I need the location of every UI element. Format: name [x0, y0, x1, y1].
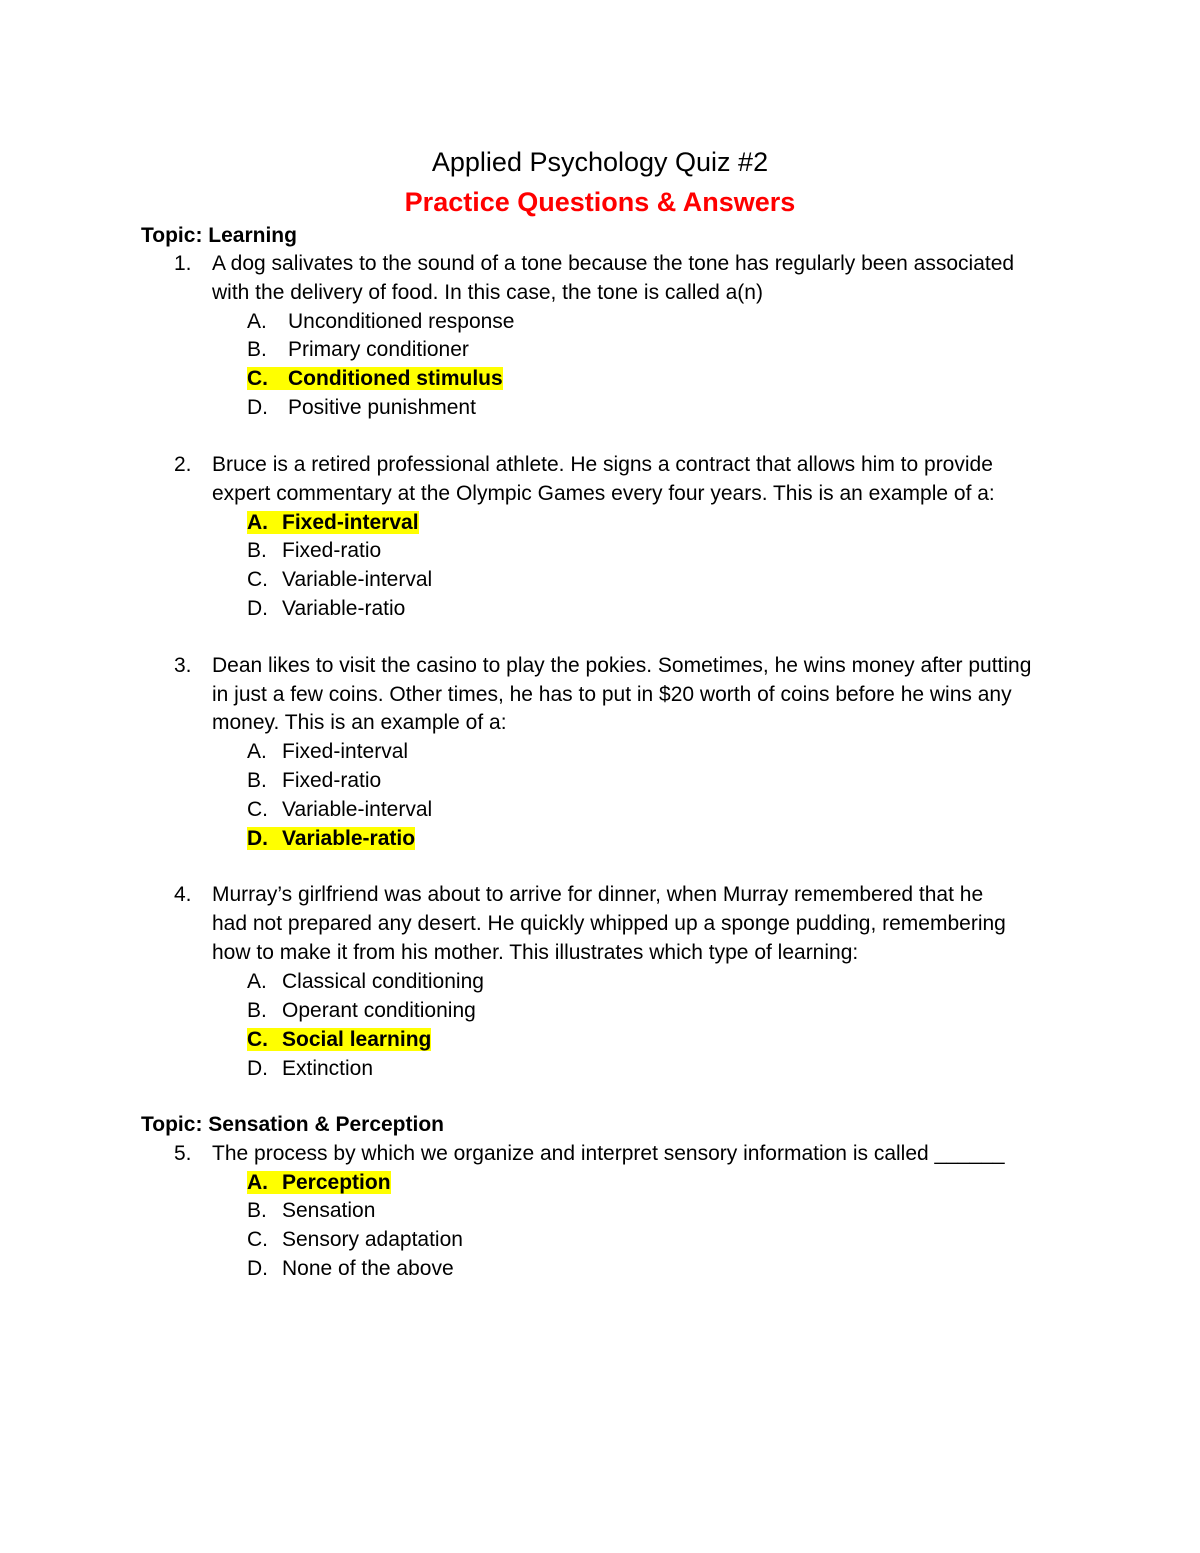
option-text: Conditioned stimulus [288, 367, 503, 390]
question-text: expert commentary at the Olympic Games every four years. This is an example of a: [212, 482, 995, 505]
question-number: 2. [174, 453, 192, 476]
page-subtitle: Practice Questions & Answers [404, 187, 796, 217]
answer-option [247, 967, 484, 996]
answer-highlight [247, 827, 415, 850]
option-letter: B. [247, 769, 267, 792]
answer-option [247, 795, 432, 824]
option-letter: C. [247, 367, 268, 390]
question-number: 1. [174, 252, 192, 275]
answer-option [247, 766, 381, 795]
answer-option [247, 536, 381, 565]
answer-option [247, 737, 408, 766]
option-letter: B. [247, 338, 267, 361]
question-text: money. This is an example of a: [212, 711, 507, 734]
option-letter: C. [247, 1028, 268, 1051]
topic-heading: Topic: Sensation & Perception [141, 1113, 444, 1136]
option-text: Fixed-interval [282, 511, 419, 534]
question-text: Murray’s girlfriend was about to arrive for dinner, when Murray remembered that he [212, 883, 984, 906]
option-text: Fixed-interval [282, 740, 409, 763]
option-letter: D. [247, 1257, 268, 1280]
option-text: Unconditioned response [288, 310, 515, 333]
option-text: Sensation [282, 1199, 376, 1222]
option-text: Variable-ratio [282, 597, 406, 620]
option-text: Perception [282, 1171, 391, 1194]
option-letter: C. [247, 568, 268, 591]
option-letter: A. [247, 310, 267, 333]
question-text: Dean likes to visit the casino to play the pokies. Sometimes, he wins money after putting [212, 654, 1032, 677]
option-text: Positive punishment [288, 396, 476, 419]
answer-highlight [247, 367, 503, 390]
question-text: The process by which we organize and interpret sensory information is called ______ [212, 1142, 1005, 1165]
option-letter: A. [247, 511, 268, 534]
page-title: Applied Psychology Quiz #2 [431, 147, 769, 177]
answer-option [247, 996, 476, 1025]
option-text: Social learning [282, 1028, 432, 1051]
option-text: None of the above [282, 1257, 454, 1280]
question-text: A dog salivates to the sound of a tone because the tone has regularly been associated [212, 252, 1015, 275]
correct-answer-option [247, 1025, 431, 1054]
correct-answer-option [247, 364, 503, 393]
option-letter: B. [247, 539, 267, 562]
correct-answer-option [247, 1168, 391, 1197]
answer-highlight [247, 1028, 431, 1051]
option-letter: A. [247, 1171, 268, 1194]
option-letter: D. [247, 1057, 268, 1080]
answer-option [247, 393, 476, 422]
answer-highlight [247, 511, 419, 534]
option-letter: A. [247, 740, 267, 763]
question-number: 5. [174, 1142, 192, 1165]
option-text: Sensory adaptation [282, 1228, 463, 1251]
question-number: 4. [174, 883, 192, 906]
answer-option [247, 335, 469, 364]
answer-option [247, 307, 515, 336]
answer-option [247, 1196, 375, 1225]
answer-option [247, 1254, 454, 1283]
option-text: Fixed-ratio [282, 769, 382, 792]
topic-heading: Topic: Learning [141, 224, 297, 247]
correct-answer-option [247, 824, 415, 853]
option-text: Fixed-ratio [282, 539, 382, 562]
option-text: Variable-interval [282, 568, 433, 591]
question-text: Bruce is a retired professional athlete. He signs a contract that allows him to provide [212, 453, 993, 476]
answer-option [247, 594, 405, 623]
option-text: Operant conditioning [282, 999, 476, 1022]
question-text: in just a few coins. Other times, he has to put in $20 worth of coins before he wins any [212, 683, 1012, 706]
question-number: 3. [174, 654, 192, 677]
option-letter: C. [247, 1228, 268, 1251]
option-text: Classical conditioning [282, 970, 484, 993]
option-text: Variable-interval [282, 798, 433, 821]
option-letter: B. [247, 999, 267, 1022]
question-text: with the delivery of food. In this case, the tone is called a(n) [212, 281, 763, 304]
option-text: Primary conditioner [288, 338, 469, 361]
option-letter: D. [247, 396, 268, 419]
option-letter: D. [247, 827, 268, 850]
question-text: had not prepared any desert. He quickly whipped up a sponge pudding, remembering [212, 912, 1006, 935]
correct-answer-option [247, 508, 419, 537]
answer-option [247, 1225, 463, 1254]
option-text: Variable-ratio [282, 827, 416, 850]
option-text: Extinction [282, 1057, 374, 1080]
option-letter: B. [247, 1199, 267, 1222]
answer-highlight [247, 1171, 391, 1194]
option-letter: A. [247, 970, 267, 993]
option-letter: C. [247, 798, 268, 821]
answer-option [247, 1054, 373, 1083]
answer-option [247, 565, 432, 594]
question-text: how to make it from his mother. This illustrates which type of learning: [212, 941, 859, 964]
option-letter: D. [247, 597, 268, 620]
